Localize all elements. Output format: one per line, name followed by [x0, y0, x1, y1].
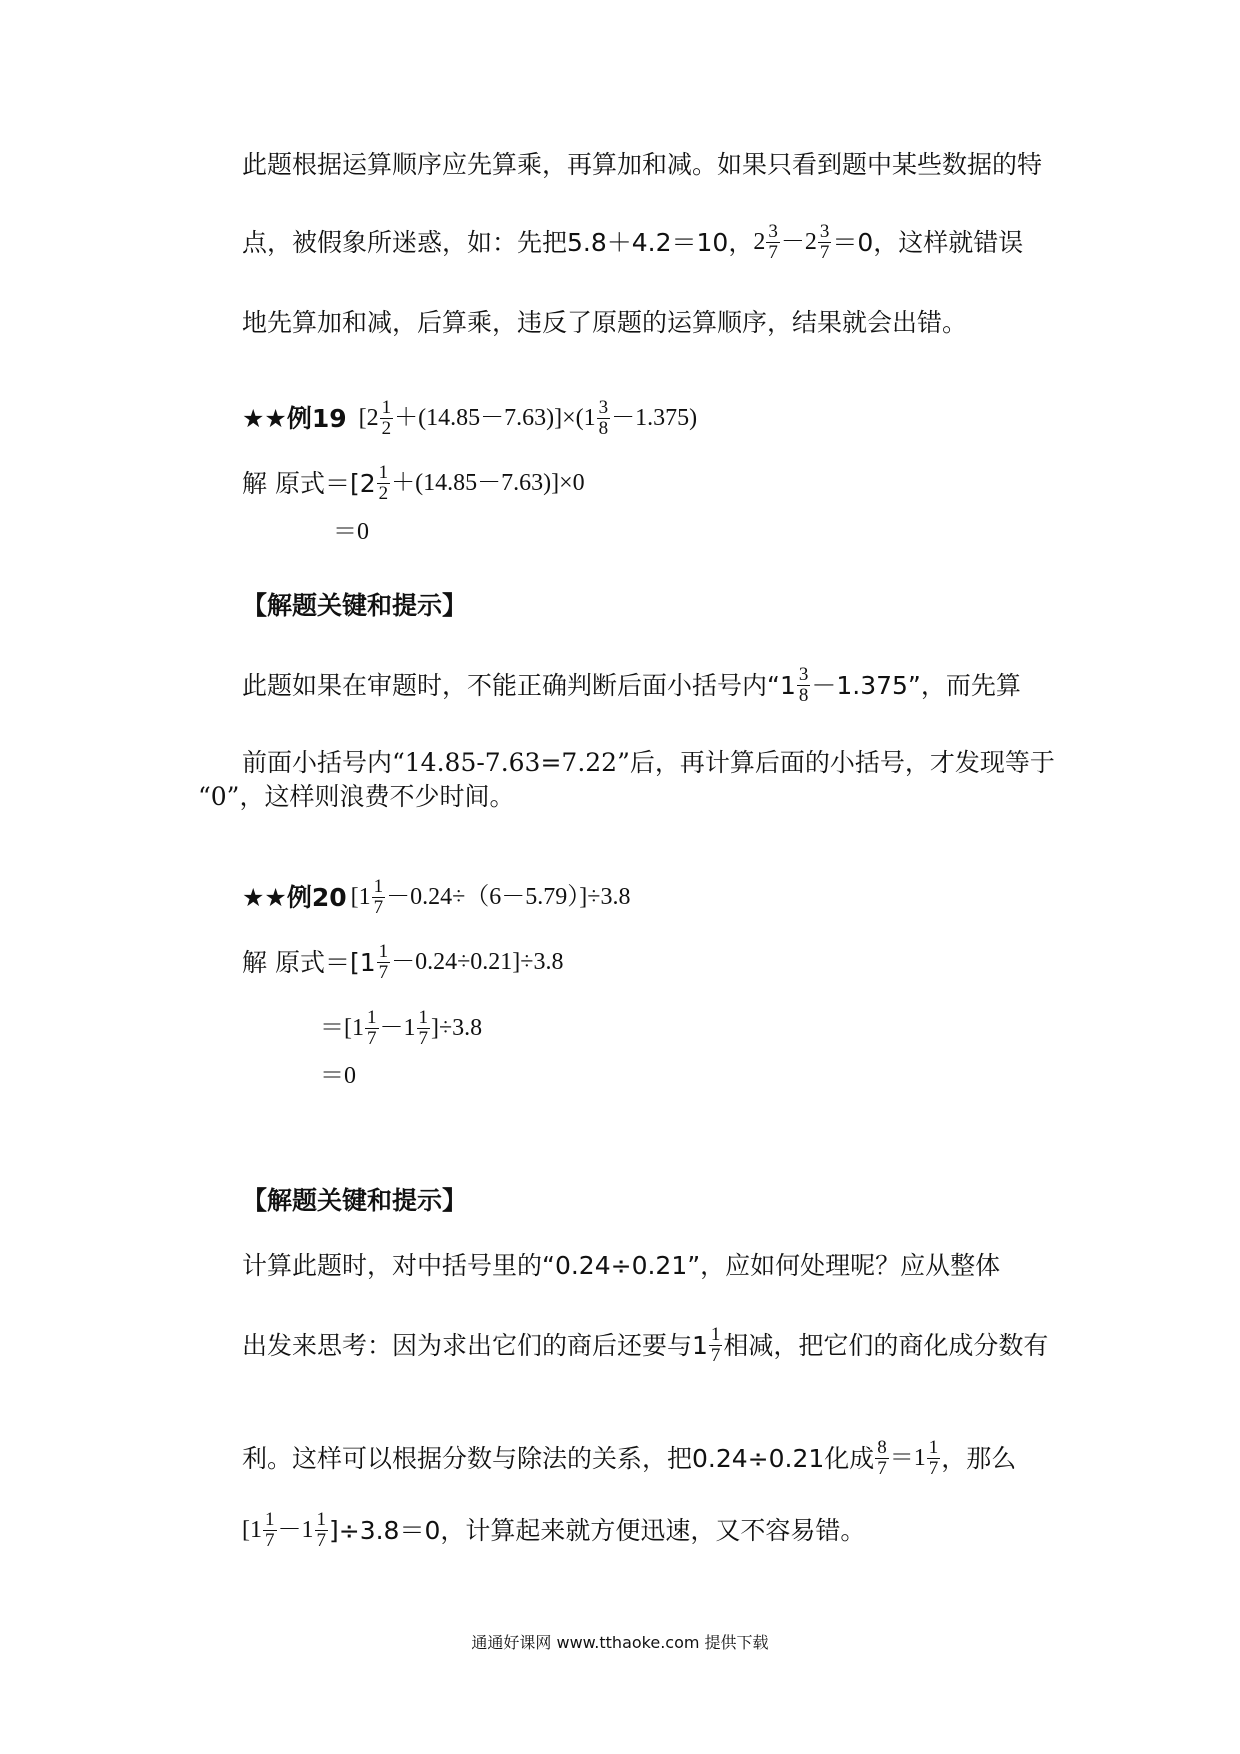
hint-1-line-3 — [198, 784, 514, 809]
intro-line-1 — [242, 152, 1042, 177]
fraction: $\frac{1}{2}$ — [378, 462, 389, 504]
fraction: $\frac{3}{7}$ — [768, 221, 778, 263]
hint-2-expression: [1 $\frac{1}{7}$ －1 $\frac{1}{7}$ — [242, 1509, 326, 1551]
hint-1-text-2: 前面小括号内“14.85-7.63=7.22”后，再计算后面的小括号，才发现等于 — [242, 748, 1055, 777]
hint-1-text-3: “0”，这样则浪费不少时间。 — [198, 782, 515, 811]
fraction: $\frac{1}{7}$ — [378, 941, 389, 983]
hint-1-text-a: 此题如果在审题时，不能正确判断后面小括号内“1 — [242, 670, 796, 700]
fraction: $\frac{1}{2}$ — [381, 397, 392, 439]
hint-1-line-1 — [242, 665, 1021, 706]
example-20-expression: [1 $\frac{1}{7}$ －0.24÷（6－5.79）]÷3.8 — [350, 876, 631, 918]
fraction: $\frac{1}{7}$ — [265, 1509, 275, 1551]
example-20-solution-1 — [242, 942, 563, 983]
example-19-expression: [2 $\frac{1}{2}$ ＋(14.85－7.63)]×(1 $\frac{3}{8}$ －1.375) — [358, 397, 698, 439]
example-19-question — [242, 398, 697, 439]
fraction: $\frac{1}{7}$ — [928, 1437, 939, 1479]
fraction: $\frac{1}{7}$ — [367, 1007, 377, 1049]
hint-2-line-2 — [242, 1325, 1048, 1366]
fraction: $\frac{1}{7}$ — [710, 1324, 721, 1366]
hint-2-text-2b: 相减，把它们的商化成分数有 — [723, 1330, 1049, 1360]
page-footer: 通通好课网 www.tthaoke.com 提供下载 — [471, 1633, 769, 1652]
example-20-question — [242, 877, 630, 918]
intro-eq-part: 2 — [753, 229, 766, 256]
fraction: $\frac{3}{7}$ — [819, 221, 830, 263]
hint-1-text-b: －1.375”，而先算 — [811, 670, 1021, 700]
hint-2-text-3c: ，那么 — [941, 1443, 1017, 1473]
hint-2-text-4c: ]÷3.8＝0，计算起来就方便迅速，又不容易错。 — [329, 1515, 866, 1545]
intro-text-2d: ＝0，这样就错误 — [832, 227, 1024, 257]
example-19-label: ★★例19 — [242, 403, 347, 433]
fraction: $\frac{1}{7}$ — [373, 876, 384, 918]
intro-line-3 — [242, 310, 967, 335]
intro-text-2a: 点，被假象所迷惑，如：先把5.8＋4.2＝10， — [242, 227, 754, 257]
intro-equation — [753, 222, 832, 263]
fraction: $\frac{1}{7}$ — [316, 1509, 326, 1551]
intro-eq-part: －2 — [780, 229, 817, 256]
hint-2-line-1 — [242, 1253, 1000, 1278]
hint-heading-1 — [242, 593, 467, 618]
example-20-solution-3 — [320, 1064, 356, 1088]
fraction: $\frac{1}{7}$ — [418, 1007, 428, 1049]
intro-text-3: 地先算加和减，后算乘，违反了原题的运算顺序，结果就会出错。 — [242, 308, 968, 337]
hint-2-text-2a: 出发来思考：因为求出它们的商后还要与1 — [242, 1330, 708, 1360]
example-19-solution — [242, 463, 585, 504]
example-20-solution-1-expression: 解 原式＝[1 $\frac{1}{7}$ －0.24÷0.21]÷3.8 — [242, 941, 564, 983]
example-20-solution-2 — [320, 1008, 482, 1049]
example-19-result-text: ＝0 — [333, 519, 369, 545]
intro-text-1: 此题根据运算顺序应先算乘，再算加和减。如果只看到题中某些数据的特 — [242, 150, 1043, 179]
hint-2-text-1: 计算此题时，对中括号里的“0.24÷0.21”，应如何处理呢？应从整体 — [242, 1251, 1001, 1280]
hint-1-line-2 — [242, 750, 1055, 775]
example-20-label: ★★例20 — [242, 882, 347, 912]
intro-line-2 — [242, 222, 1023, 263]
hint-2-text-3b: ＝1 — [889, 1445, 926, 1472]
hint-2-text-3a: 利。这样可以根据分数与除法的关系，把0.24÷0.21化成 — [242, 1443, 875, 1473]
hint-heading-2 — [242, 1188, 467, 1213]
example-20-solution-2-expression: ＝[1 $\frac{1}{7}$ －1 $\frac{1}{7}$ ]÷3.8 — [320, 1007, 483, 1049]
hint-2-line-4 — [242, 1510, 865, 1551]
hint-heading-1-text: 【解题关键和提示】 — [242, 591, 468, 620]
hint-heading-2-text: 【解题关键和提示】 — [242, 1186, 468, 1215]
example-20-result-text: ＝0 — [320, 1063, 356, 1089]
fraction: $\frac{3}{8}$ — [798, 664, 809, 706]
fraction: $\frac{8}{7}$ — [877, 1437, 887, 1479]
hint-2-line-3 — [242, 1438, 1016, 1479]
fraction: $\frac{3}{8}$ — [598, 397, 609, 439]
example-19-solution-expression: 解 原式＝[2 $\frac{1}{2}$ ＋(14.85－7.63)]×0 — [242, 462, 585, 504]
example-19-result — [333, 520, 369, 544]
